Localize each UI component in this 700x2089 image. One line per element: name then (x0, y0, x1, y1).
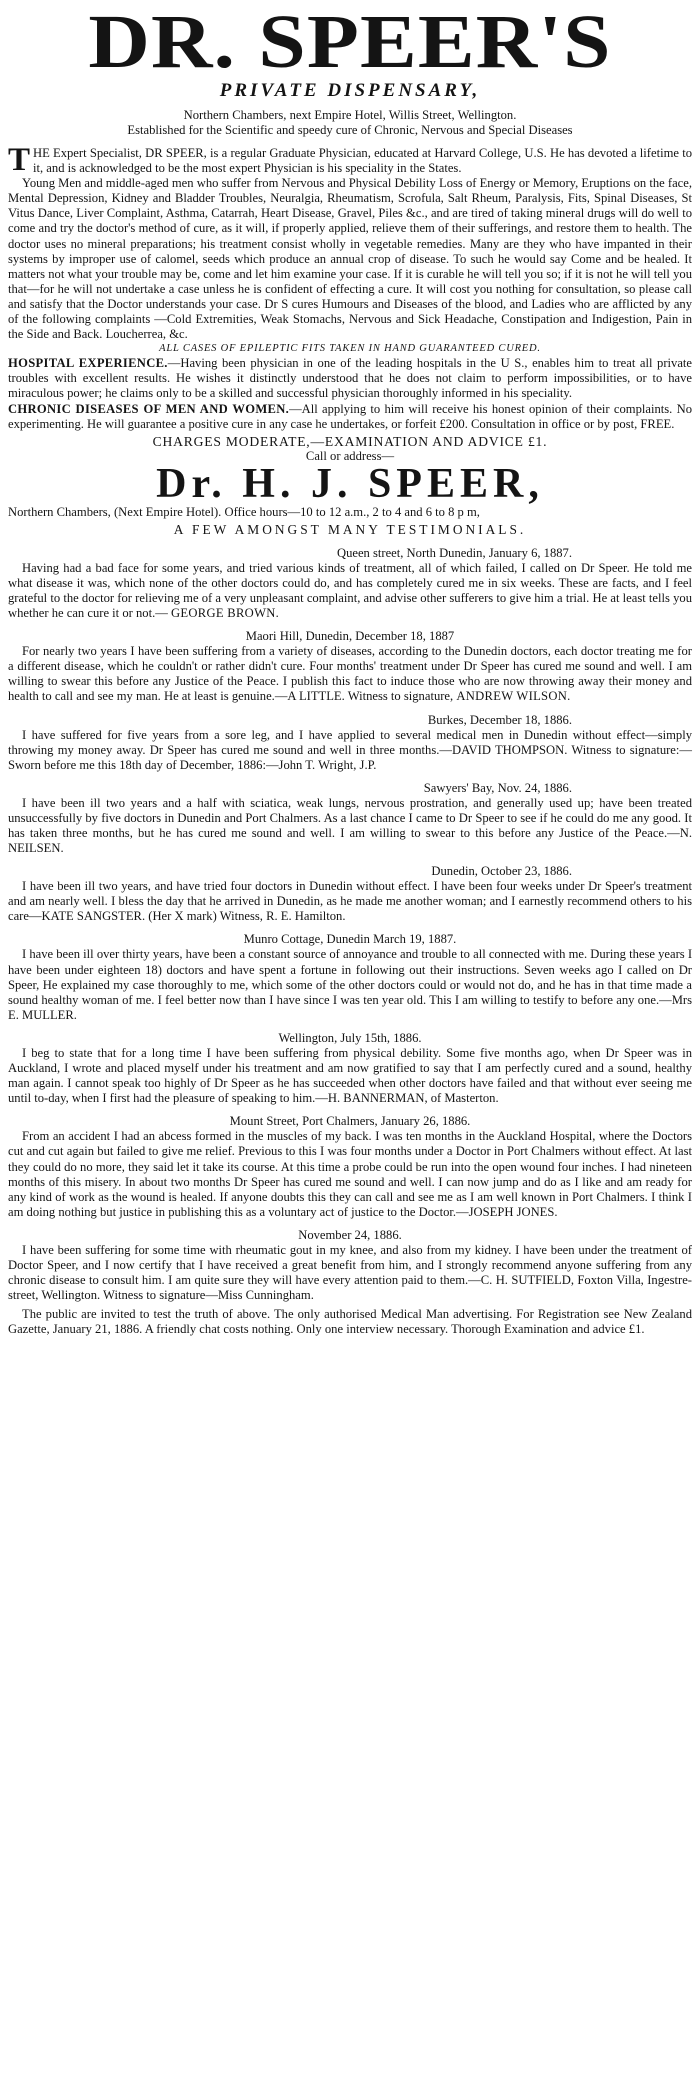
testimonial (8, 1228, 692, 1303)
testimonial-place-date: Wellington, July 15th, 1886. (278, 1030, 422, 1045)
charges-line: CHARGES MODERATE,—EXAMINATION AND ADVICE £1. (152, 433, 548, 449)
testimonial (8, 1114, 692, 1220)
testimonials-list (8, 546, 692, 1303)
testimonial-body (8, 1243, 692, 1303)
testimonial (8, 1031, 692, 1106)
testimonial-place-date: Mount Street, Port Chalmers, January 26, 1886. (229, 1114, 471, 1129)
chronic-text: —All applying to him will receive his honest opinion of their complaints. No experimenting. He will guarantee a positive cure in any case he undertakes, or forfeit £200. Consultation in office or by post, FREE. (8, 401, 692, 431)
testimonial-place-date: Maori Hill, Dunedin, December 18, 1887 (245, 629, 455, 644)
testimonial-body (8, 728, 692, 773)
hospital-text: —Having been physician in one of the leading hospitals in the U S., enables him to treat all private troubles with excellent results. He wishes it distinctly understood that he does not claim to perform impossibilities, or to have miraculous power; he claims only to be a skilled and successful physician thoroughly informed in his speciality. (8, 356, 693, 401)
testimonial (8, 629, 692, 704)
doctor-name: Dr. H. J. SPEER, (156, 460, 544, 507)
testimonial-text: I beg to state that for a long time I have been suffering from physical debility. Some five months ago, when Dr Speer was in Auckland, I wrote and placed myself under his treatment and am now gratified to say that I am perfectly cured and a sound, healthy man again. I cannot speak too highly of Dr Speer as he has succeeded when other doctors have failed and that without ever seeing me until to-day, when I first had the pleasure of speaking to him.—H. BANNERMAN, of Masterton. (8, 1045, 692, 1106)
footer-notice: The public are invited to test the truth of above. The only authorised Medical Man advertising. For Registration see New Zealand Gazette, January 21, 1886. A friendly chat costs nothing. Only one interview necessary. Thorough Examination and advice £1. (8, 1307, 692, 1337)
testimonial-body (8, 796, 692, 856)
testimonials-heading: A FEW AMONGST MANY TESTIMONIALS. (173, 521, 527, 537)
testimonial-text: From an accident I had an abcess formed in the muscles of my back. I was ten months in the Auckland Hospital, where the Doctors cut and cut again but failed to give me relief. Previous to this I was four months under a Doctor in Port Chalmers without effect. At last they could do no more, they said let it take its course. At this time a probe could be run into the open wound four inches. I had nineteen months of this misery. In about two months Dr Speer has cured me sound and well. I can now jump and do as I like and am ready for any kind of work as the wound is healed. If anyone doubts this they can call and see me as I am well known in Port Chalmers. I think I am doing nothing but justice in publishing this as a voluntary act of justice to the Doctor.—JOSEPH JONES. (8, 1129, 692, 1219)
testimonial-place-date: Sawyers' Bay, Nov. 24, 1886. (423, 780, 572, 795)
hospital-experience (8, 356, 692, 401)
testimonial-text: For nearly two years I have been suffering from a variety of diseases, according to the Dunedin doctors, each doctor treating me for a different disease, which he couldn't or rather didn't cure. Four months' treatment under Dr Speer has cured me sound and well. I am willing to swear this before any Justice of the Peace. I publish this fact to induce those who are now throwing away their money and health to call and see my man. He at least is genuine.—A LITTLE. Witness to signature, (8, 644, 692, 704)
masthead-title: DR. SPEER'S (88, 0, 612, 84)
testimonial-signature: ANDREW WILSON. (456, 689, 571, 704)
testimonial-body (8, 561, 692, 621)
testimonial-signature: GEORGE BROWN. (170, 606, 280, 621)
testimonial-text: I have been ill two years, and have tried four doctors in Dunedin without effect. I have been four weeks under Dr Speer's treatment and am nearly well. I bless the day that he arrived in Dunedin, as he made me another woman; and I earnestly recommend others to his care—KATE SANGSTER. (Her X mark) Witness, R. E. Hamilton. (8, 879, 692, 924)
office-hours: Northern Chambers, (Next Empire Hotel). Office hours—10 to 12 a.m., 2 to 4 and 6 to 8 p m, (8, 504, 480, 519)
testimonial-place-date: November 24, 1886. (298, 1227, 402, 1242)
chronic-diseases (8, 402, 692, 432)
address-line: Northern Chambers, next Empire Hotel, Willis Street, Wellington. (183, 108, 517, 122)
testimonial (8, 932, 692, 1022)
masthead-subtitle: PRIVATE DISPENSARY, (219, 80, 481, 101)
testimonial (8, 864, 692, 924)
testimonial-body (8, 947, 692, 1022)
testimonial (8, 781, 692, 856)
testimonial (8, 546, 692, 621)
testimonial-text: Having had a bad face for some years, and tried various kinds of treatment, all of which failed, I called on Dr Speer. He told me what disease it was, which none of the other doctors could do, and has completely cured me in six weeks. These are facts, and I feel grateful to the doctor for relieving me of a very unpleasant complaint, and advise other sufferers to give him a trial. He at least tells you whether he can cure it or not.— (8, 560, 692, 621)
testimonial-text: I have suffered for five years from a sore leg, and I have applied to several medical men in Dunedin without effect—simply throwing my money away. Dr Speer has cured me sound and well in three months.—DAVID THOMPSON. Witness to signature:—Sworn before me this 18th day of December, 1886:—John T. Wright, J.P. (8, 727, 692, 772)
chronic-heading: CHRONIC DISEASES OF MEN AND WOMEN. (8, 401, 290, 416)
testimonial-place-date: Munro Cottage, Dunedin March 19, 1887. (243, 932, 457, 947)
testimonial-text: I have been ill two years and a half with sciatica, weak lungs, nervous prostration, and generally used up; have been treated unsuccessfully by five doctors in Dunedin and Port Chalmers. As a last chance I came to Dr Speer to see if he could do me any good. It has taken three months, but he has cured me sound and well. I am willing to swear to this before any Justice of the Peace.—N. NEILSEN. (8, 795, 692, 856)
testimonial-place-date: Queen street, North Dunedin, January 6, 1887. (336, 545, 572, 560)
call-or-address: Call or address— (305, 448, 395, 463)
testimonial-body (8, 879, 692, 924)
testimonial-text: I have been ill over thirty years, have been a constant source of annoyance and trouble to all connected with me. During these years I have been under eighteen 18) doctors and have spent a fortune in following out their instructions. Seven weeks ago I called on Dr Speer, He explained my case thoroughly to me, which some of the other doctors could or would not do, and he has in that time made a sound healthy woman of me. I feel better now than I have since I was ten year old. This I am willing to testify to before any one.—Mrs E. MULLER. (8, 947, 693, 1022)
testimonial-place-date: Dunedin, October 23, 1886. (431, 864, 572, 879)
hospital-heading: HOSPITAL EXPERIENCE. (8, 356, 168, 371)
symptoms-paragraph: Young Men and middle-aged men who suffer from Nervous and Physical Debility Loss of Energy or Memory, Eruptions on the face, Mental Depression, Kidney and Bladder Troubles, Neuralgia, Rheumatism, Scrofula, Salt Rheum, Paralysis, Fits, Spinal Diseases, St Vitus Dance, Liver Complaint, Asthma, Catarrah, Heart Disease, Gravel, Piles &c., and are tired of taking mineral drugs will do well to come and try the doctor's method of cure, as it will, if properly applied, relieve them of their sufferings, and restore them to health. The doctor uses no mineral preparations; his treatment consist wholly in vegetable remedies. Many are they who have impanted in their systems by improper use of calomel, seeds which produce an annual crop of disease. To such he would say Come and be healed. It matters not what your trouble may be, come and let him examine your case. If it is curable he will tell you so; if it is not he will tell you that—for he will not undertake a case unless he is confident of effecting a cure. It will cost you nothing for consultation, so please call and satisfy that the Doctor understands your case. Dr S cures Humours and Diseases of the blood, and Ladies who are afflicted by any of the following complaints —Cold Extremities, Weak Stomachs, Nervous and Sick Headache, Constipation and Indigestion, Pain in the Side and Back. Loucherrea, &c. (8, 176, 692, 342)
testimonial-body (8, 1129, 692, 1220)
established-line: Established for the Scientific and speedy cure of Chronic, Nervous and Special Diseases (127, 123, 573, 137)
testimonial (8, 713, 692, 773)
intro-paragraph: THE Expert Specialist, DR SPEER, is a regular Graduate Physician, educated at Harvard College, U.S. He has devoted a lifetime to it, and is acknowledged to be the most expert Physician is his speciality in the States. (8, 142, 692, 178)
testimonial-text: I have been suffering for some time with rheumatic gout in my knee, and also from my kidney. I have been under the treatment of Doctor Speer, and I now certify that I have received a great benefit from him, and I strongly recommend anyone suffering from any chronic disease to consult him. I am quite sure they will have every attention paid to them.—C. H. SUTFIELD, Foxton Villa, Ingestre-street, Wellington. Witness to signature—Miss Cunningham. (8, 1242, 692, 1303)
testimonial-body (8, 1046, 692, 1106)
testimonial-place-date: Burkes, December 18, 1886. (427, 712, 572, 727)
epileptic-guarantee: ALL CASES OF EPILEPTIC FITS TAKEN IN HAND GUARANTEED CURED. (159, 343, 541, 355)
testimonial-body (8, 644, 692, 704)
